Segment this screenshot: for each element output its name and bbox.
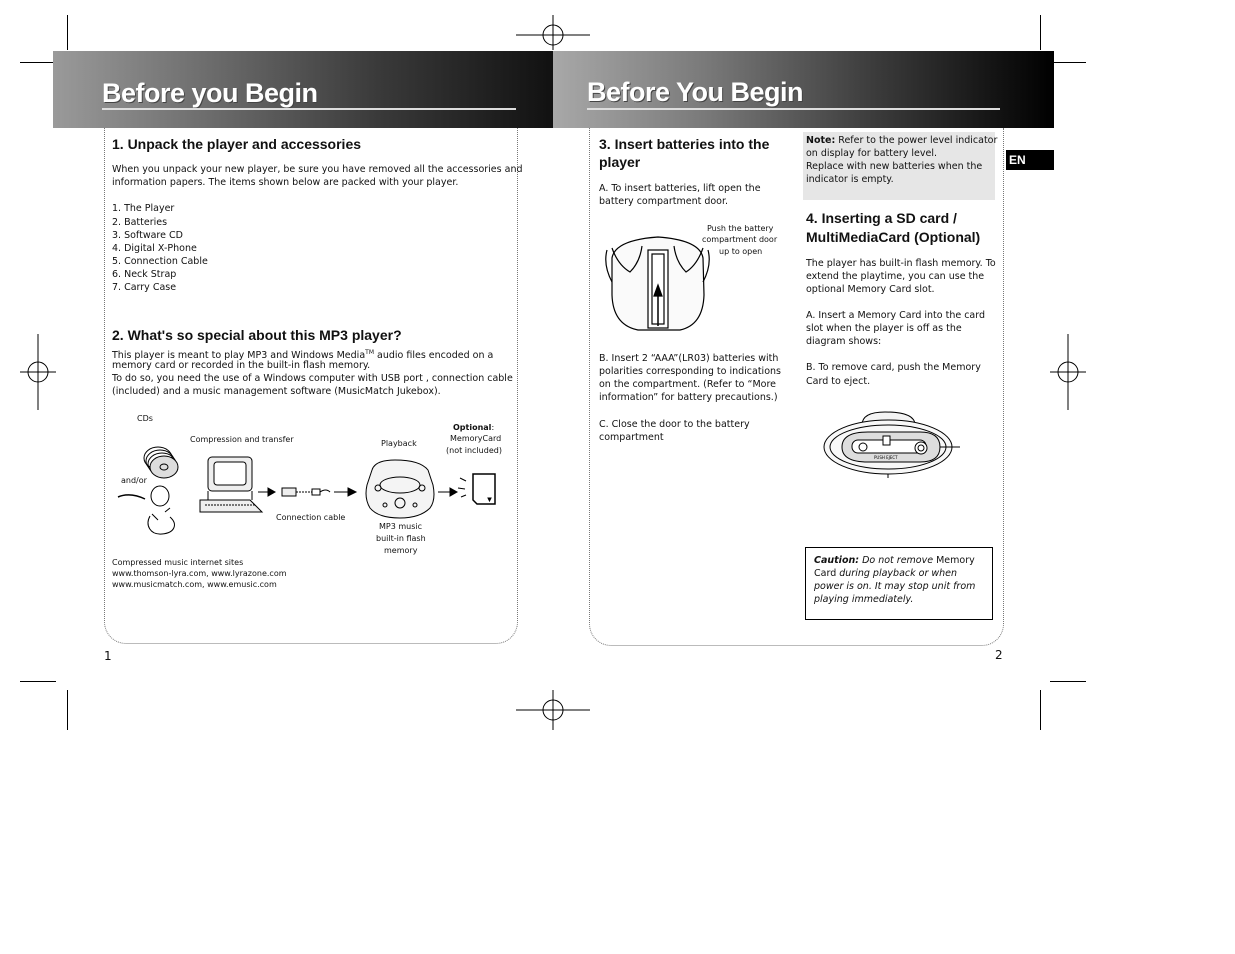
sites-label: Compressed music internet sites: [112, 558, 244, 567]
section3-c-line1: C. Close the door to the battery: [599, 419, 750, 430]
diagram-memorycard-label: MemoryCard: [450, 434, 502, 443]
note-line2: on display for battery level.: [806, 148, 937, 159]
section2-line4: (included) and a music management software (MusicMatch Jukebox).: [112, 386, 441, 397]
sites-line2: www.musicmatch.com, www.emusic.com: [112, 580, 277, 589]
section1-intro-line1: When you unpack your new player, be sure you have removed all the accessories and: [112, 164, 523, 175]
section4-p1-line1: The player has built-in flash memory. To: [806, 258, 996, 269]
push-eject-label: PUSH EJECT: [874, 455, 898, 460]
diagram-mp3-line2: built-in flash: [376, 534, 426, 543]
section4-a-line1: A. Insert a Memory Card into the card: [806, 310, 986, 321]
section2-heading: 2. What's so special about this MP3 player?: [112, 327, 402, 343]
push-door-line3: up to open: [719, 247, 763, 256]
section4-a-line3: diagram shows:: [806, 336, 882, 347]
diagram-playback-label: Playback: [381, 439, 417, 448]
list-item: 7. Carry Case: [112, 282, 177, 293]
list-item: 1. The Player: [112, 203, 175, 214]
right-page-title: Before You Begin: [587, 77, 804, 107]
caution-line1: Caution: Do not remove Memory: [814, 555, 975, 566]
right-page-number: 2: [995, 648, 1003, 662]
diagram-compression-label: Compression and transfer: [190, 435, 294, 444]
section3-a-line1: A. To insert batteries, lift open the: [599, 183, 761, 194]
caution-line2: Card during playback or when: [814, 568, 958, 579]
section4-a-line2: slot when the player is off as the: [806, 323, 962, 334]
diagram-mp3-line3: memory: [384, 546, 418, 555]
diagram-mp3-line1: MP3 music: [379, 522, 423, 531]
diagram-not-included-label: (not included): [446, 446, 502, 455]
section4-b-line2: Card to eject.: [806, 376, 871, 387]
list-item: 6. Neck Strap: [112, 269, 177, 280]
list-item: 4. Digital X-Phone: [112, 243, 197, 254]
note-line3: Replace with new batteries when the: [806, 161, 983, 172]
diagram-optional-label: Optional:: [453, 423, 495, 432]
section3-c-line2: compartment: [599, 432, 664, 443]
section3-b-line1: B. Insert 2 “AAA”(LR03) batteries with: [599, 353, 779, 364]
language-tab: EN: [1006, 150, 1054, 170]
caution-line4: playing immediately.: [814, 594, 914, 605]
section1-heading: 1. Unpack the player and accessories: [112, 136, 362, 152]
section2-line2: memory card or recorded in the built-in flash memory.: [112, 360, 371, 371]
section3-heading-line1: 3. Insert batteries into the: [599, 136, 770, 152]
card-slot-icon: [824, 412, 960, 478]
section1-intro-line2: information papers. The items shown below are packed with your player.: [112, 177, 459, 188]
diagram-andor-label: and/or: [121, 476, 147, 485]
section3-b-line2: polarities corresponding to indications: [599, 366, 781, 377]
push-door-line2: compartment door: [702, 235, 778, 244]
left-page-number: 1: [104, 649, 112, 663]
push-door-line1: Push the battery: [707, 224, 774, 233]
caution-line3: power is on. It may stop unit from: [814, 581, 976, 592]
section4-p1-line3: optional Memory Card slot.: [806, 284, 935, 295]
list-item: 5. Connection Cable: [112, 256, 208, 267]
section3-a-line2: battery compartment door.: [599, 196, 729, 207]
section2-line3: To do so, you need the use of a Windows computer with USB port , connection cable: [112, 373, 513, 384]
list-item: 2. Batteries: [112, 217, 168, 228]
note-line1: Note: Refer to the power level indicator: [806, 135, 998, 146]
section4-heading-line1: 4. Inserting a SD card /: [806, 210, 957, 226]
diagram-cds-label: CDs: [137, 414, 153, 423]
section3-b-line4: information” for battery precautions.): [599, 392, 778, 403]
note-line4: indicator is empty.: [806, 174, 894, 185]
section4-b-line1: B. To remove card, push the Memory: [806, 362, 981, 373]
section3-b-line3: on the compartment. (Refer to “More: [599, 379, 776, 390]
left-page-title: Before you Begin: [102, 78, 318, 108]
diagram-connection-cable-label: Connection cable: [276, 513, 346, 522]
section2-line1: This player is meant to play MP3 and Windows Media™ audio files encoded on a: [112, 349, 494, 362]
section4-heading-line2: MultiMediaCard (Optional): [806, 229, 981, 245]
list-item: 3. Software CD: [112, 230, 183, 241]
section3-heading-line2: player: [599, 154, 641, 170]
sites-line1: www.thomson-lyra.com, www.lyrazone.com: [112, 569, 287, 578]
section4-p1-line2: extend the playtime, you can use the: [806, 271, 985, 282]
